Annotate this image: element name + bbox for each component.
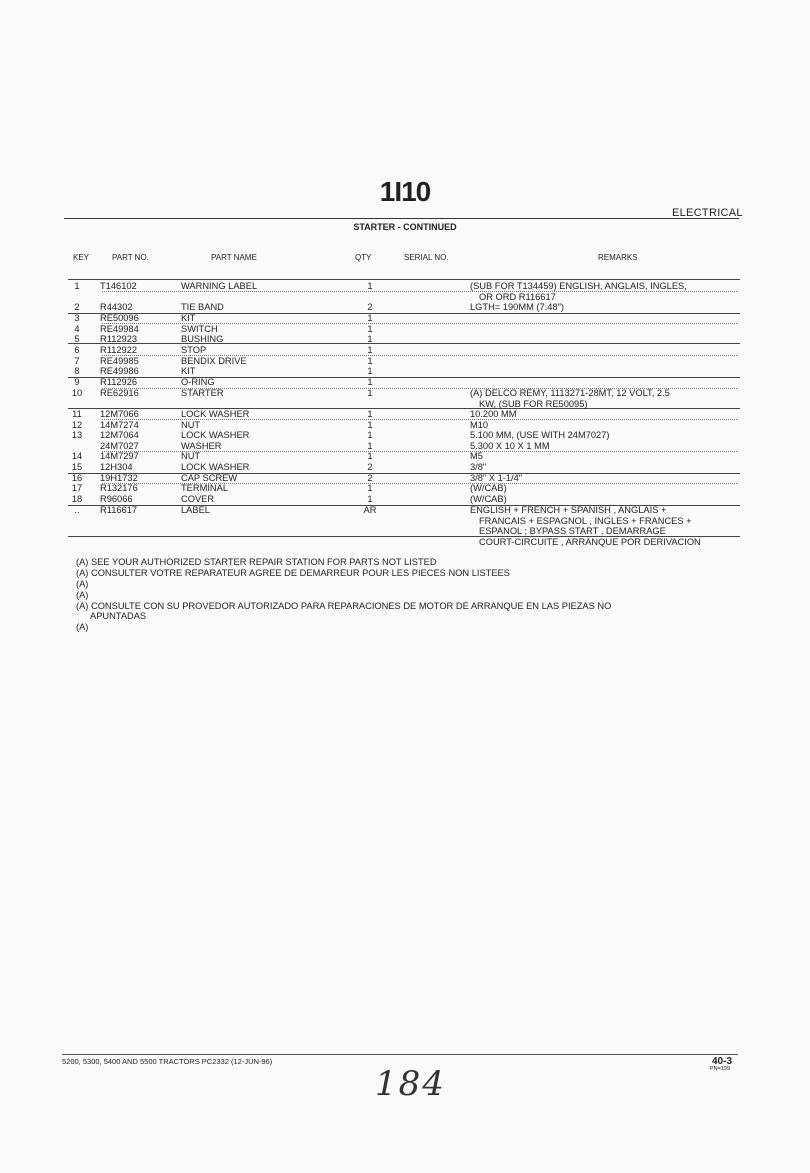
note-line: (A): [76, 590, 89, 600]
row-qty: 1: [367, 313, 373, 323]
page-number: 40-3: [712, 1056, 733, 1067]
row-key: 7: [74, 356, 80, 366]
row-remarks: M5: [470, 451, 483, 461]
row-remarks: (A) DELCO REMY, 1113271-28MT, 12 VOLT, 2.5: [470, 388, 670, 398]
row-part-name: LOCK WASHER: [181, 430, 250, 440]
col-header-part-no: PART NO.: [112, 253, 149, 262]
row-qty: 1: [367, 366, 373, 376]
row-part-no: R112923: [100, 334, 138, 344]
row-qty: 1: [367, 388, 373, 398]
row-part-name: LOCK WASHER: [181, 409, 250, 419]
row-part-no: RE49984: [100, 324, 139, 334]
col-header-serial-no: SERIAL NO.: [404, 253, 449, 262]
row-remarks: 3/8" X 1-1/4": [470, 473, 523, 483]
row-key: 2: [74, 302, 80, 312]
row-part-name: TIE BAND: [181, 302, 224, 312]
row-qty: 1: [367, 409, 373, 419]
row-remarks: 5.100 MM, (USE WITH 24M7027): [470, 430, 610, 440]
col-header-key: KEY: [73, 253, 90, 262]
row-part-name: LOCK WASHER: [181, 462, 250, 472]
row-remarks: (W/CAB): [470, 483, 507, 493]
row-part-name: KIT: [181, 366, 196, 376]
footer-pn: PN=199: [710, 1066, 731, 1072]
row-part-no: R44302: [100, 302, 133, 312]
row-part-no: RE50096: [100, 313, 139, 323]
row-part-no: R116617: [100, 505, 138, 515]
row-part-no: 12M7064: [100, 430, 139, 440]
row-part-no: R132176: [100, 483, 138, 493]
table-rule: [68, 473, 740, 474]
row-part-name: KIT: [181, 313, 196, 323]
row-part-no: 14M7297: [100, 451, 139, 461]
col-header-qty: QTY: [355, 253, 372, 262]
row-remarks: FRANCAIS + ESPAGNOL , INGLES + FRANCES +: [479, 515, 692, 526]
row-qty: 2: [367, 302, 373, 312]
row-key: 9: [74, 377, 80, 387]
row-part-no: 19H1732: [100, 473, 138, 483]
row-qty: 1: [367, 483, 373, 493]
row-part-no: T146102: [100, 281, 137, 291]
row-key: 17: [71, 483, 83, 493]
row-part-no: RE49986: [100, 366, 139, 376]
row-part-name: COVER: [181, 494, 215, 504]
row-remarks: ESPANOL ; BYPASS START , DEMARRAGE: [479, 526, 666, 536]
row-remarks: OR ORD R116617: [479, 291, 556, 302]
footer-models: 5200, 5300, 5400 AND 5500 TRACTORS PC2332 (12-JUN-96): [62, 1057, 273, 1066]
note-line: (A) SEE YOUR AUTHORIZED STARTER REPAIR STATION FOR PARTS NOT LISTED: [76, 557, 437, 567]
section-label: ELECTRICAL: [672, 207, 743, 219]
row-qty: 1: [367, 420, 373, 430]
note-line: (A) CONSULTER VOTRE REPARATEUR AGREE DE DEMARREUR POUR LES PIECES NON LISTEES: [76, 568, 510, 578]
note-line: (A): [76, 622, 89, 632]
row-remarks: KW, (SUB FOR RE50095): [479, 398, 588, 409]
row-part-name: LABEL: [181, 505, 210, 515]
row-qty: 1: [367, 377, 373, 387]
row-part-name: CAP SCREW: [181, 473, 238, 483]
row-key: 1: [74, 281, 80, 291]
footer-divider: [62, 1054, 738, 1055]
row-part-no: R112926: [100, 377, 138, 387]
row-part-no: 14M7274: [100, 420, 139, 430]
row-part-name: WASHER: [181, 441, 222, 451]
row-key: ..: [74, 505, 80, 515]
row-qty: 1: [367, 356, 373, 366]
row-part-name: STOP: [181, 345, 207, 355]
row-key: 14: [71, 451, 83, 461]
row-qty: 1: [367, 345, 373, 355]
page-code: 1I10: [379, 176, 431, 207]
table-rule: [68, 377, 740, 378]
row-remarks: 10.200 MM: [470, 409, 517, 419]
col-header-remarks: REMARKS: [598, 253, 638, 262]
row-part-no: RE62916: [100, 388, 139, 398]
row-part-name: SWITCH: [181, 324, 218, 334]
row-remarks: 3/8": [470, 462, 487, 472]
row-qty: 1: [367, 430, 373, 440]
row-qty: 1: [367, 451, 373, 461]
col-header-part-name: PART NAME: [211, 253, 257, 262]
row-key: 12: [71, 420, 83, 430]
table-rule: [68, 343, 740, 344]
row-part-no: RE49985: [100, 356, 139, 366]
table-rule: [68, 313, 740, 314]
row-remarks: ENGLISH + FRENCH + SPANISH , ANGLAIS +: [470, 505, 667, 515]
row-part-no: 12H304: [100, 462, 133, 472]
note-line: (A) CONSULTE CON SU PROVEDOR AUTORIZADO PARA REPARACIONES DE MOTOR DE ARRANQUE EN LAS PIEZAS NO: [76, 601, 612, 611]
row-qty: 1: [367, 324, 373, 334]
row-key: 15: [71, 462, 83, 472]
handwritten-page-number: 184: [375, 1064, 446, 1104]
row-key: 13: [71, 430, 83, 440]
row-qty: AR: [363, 505, 377, 515]
row-qty: 1: [367, 494, 373, 504]
row-remarks: COURT-CIRCUITE , ARRANQUE POR DERIVACION: [479, 536, 701, 547]
note-line: (A): [76, 579, 89, 589]
table-rule: [68, 408, 740, 409]
table-dotted-rule: [102, 291, 737, 292]
row-qty: 2: [367, 462, 373, 472]
table-rule: [68, 279, 740, 280]
row-key: 6: [74, 345, 80, 355]
row-part-no: 12M7066: [100, 409, 139, 419]
row-part-name: TERMINAL: [181, 483, 229, 493]
row-qty: 1: [367, 334, 373, 344]
row-remarks: M10: [470, 420, 489, 430]
row-key: 16: [71, 473, 83, 483]
row-part-name: BUSHING: [181, 334, 224, 344]
row-part-name: O-RING: [181, 377, 215, 387]
row-part-name: NUT: [181, 420, 201, 430]
note-line: APUNTADAS: [90, 611, 147, 621]
row-part-name: NUT: [181, 451, 201, 461]
section-title: STARTER - CONTINUED: [353, 222, 457, 232]
header-divider: [64, 218, 739, 219]
row-qty: 2: [367, 473, 373, 483]
row-qty: 1: [367, 281, 373, 291]
row-key: 4: [74, 324, 80, 334]
row-part-no: R112922: [100, 345, 138, 355]
row-remarks: 5.300 X 10 X 1 MM: [470, 441, 550, 451]
row-remarks: (W/CAB): [470, 494, 507, 504]
row-part-no: 24M7027: [100, 441, 139, 451]
row-key: 10: [71, 388, 83, 398]
row-key: 18: [71, 494, 83, 504]
row-key: 5: [74, 334, 80, 344]
row-part-no: R96066: [100, 494, 133, 504]
row-part-name: WARNING LABEL: [181, 281, 258, 291]
row-qty: 1: [367, 441, 373, 451]
row-key: 3: [74, 313, 80, 323]
row-key: 8: [74, 366, 80, 376]
row-remarks: (SUB FOR T134459) ENGLISH, ANGLAIS, INGLES,: [470, 281, 687, 291]
row-remarks: LGTH= 190MM (7.48"): [470, 302, 564, 312]
row-key: 11: [72, 409, 82, 419]
row-part-name: STARTER: [181, 388, 224, 398]
row-part-name: BENDIX DRIVE: [181, 356, 247, 366]
